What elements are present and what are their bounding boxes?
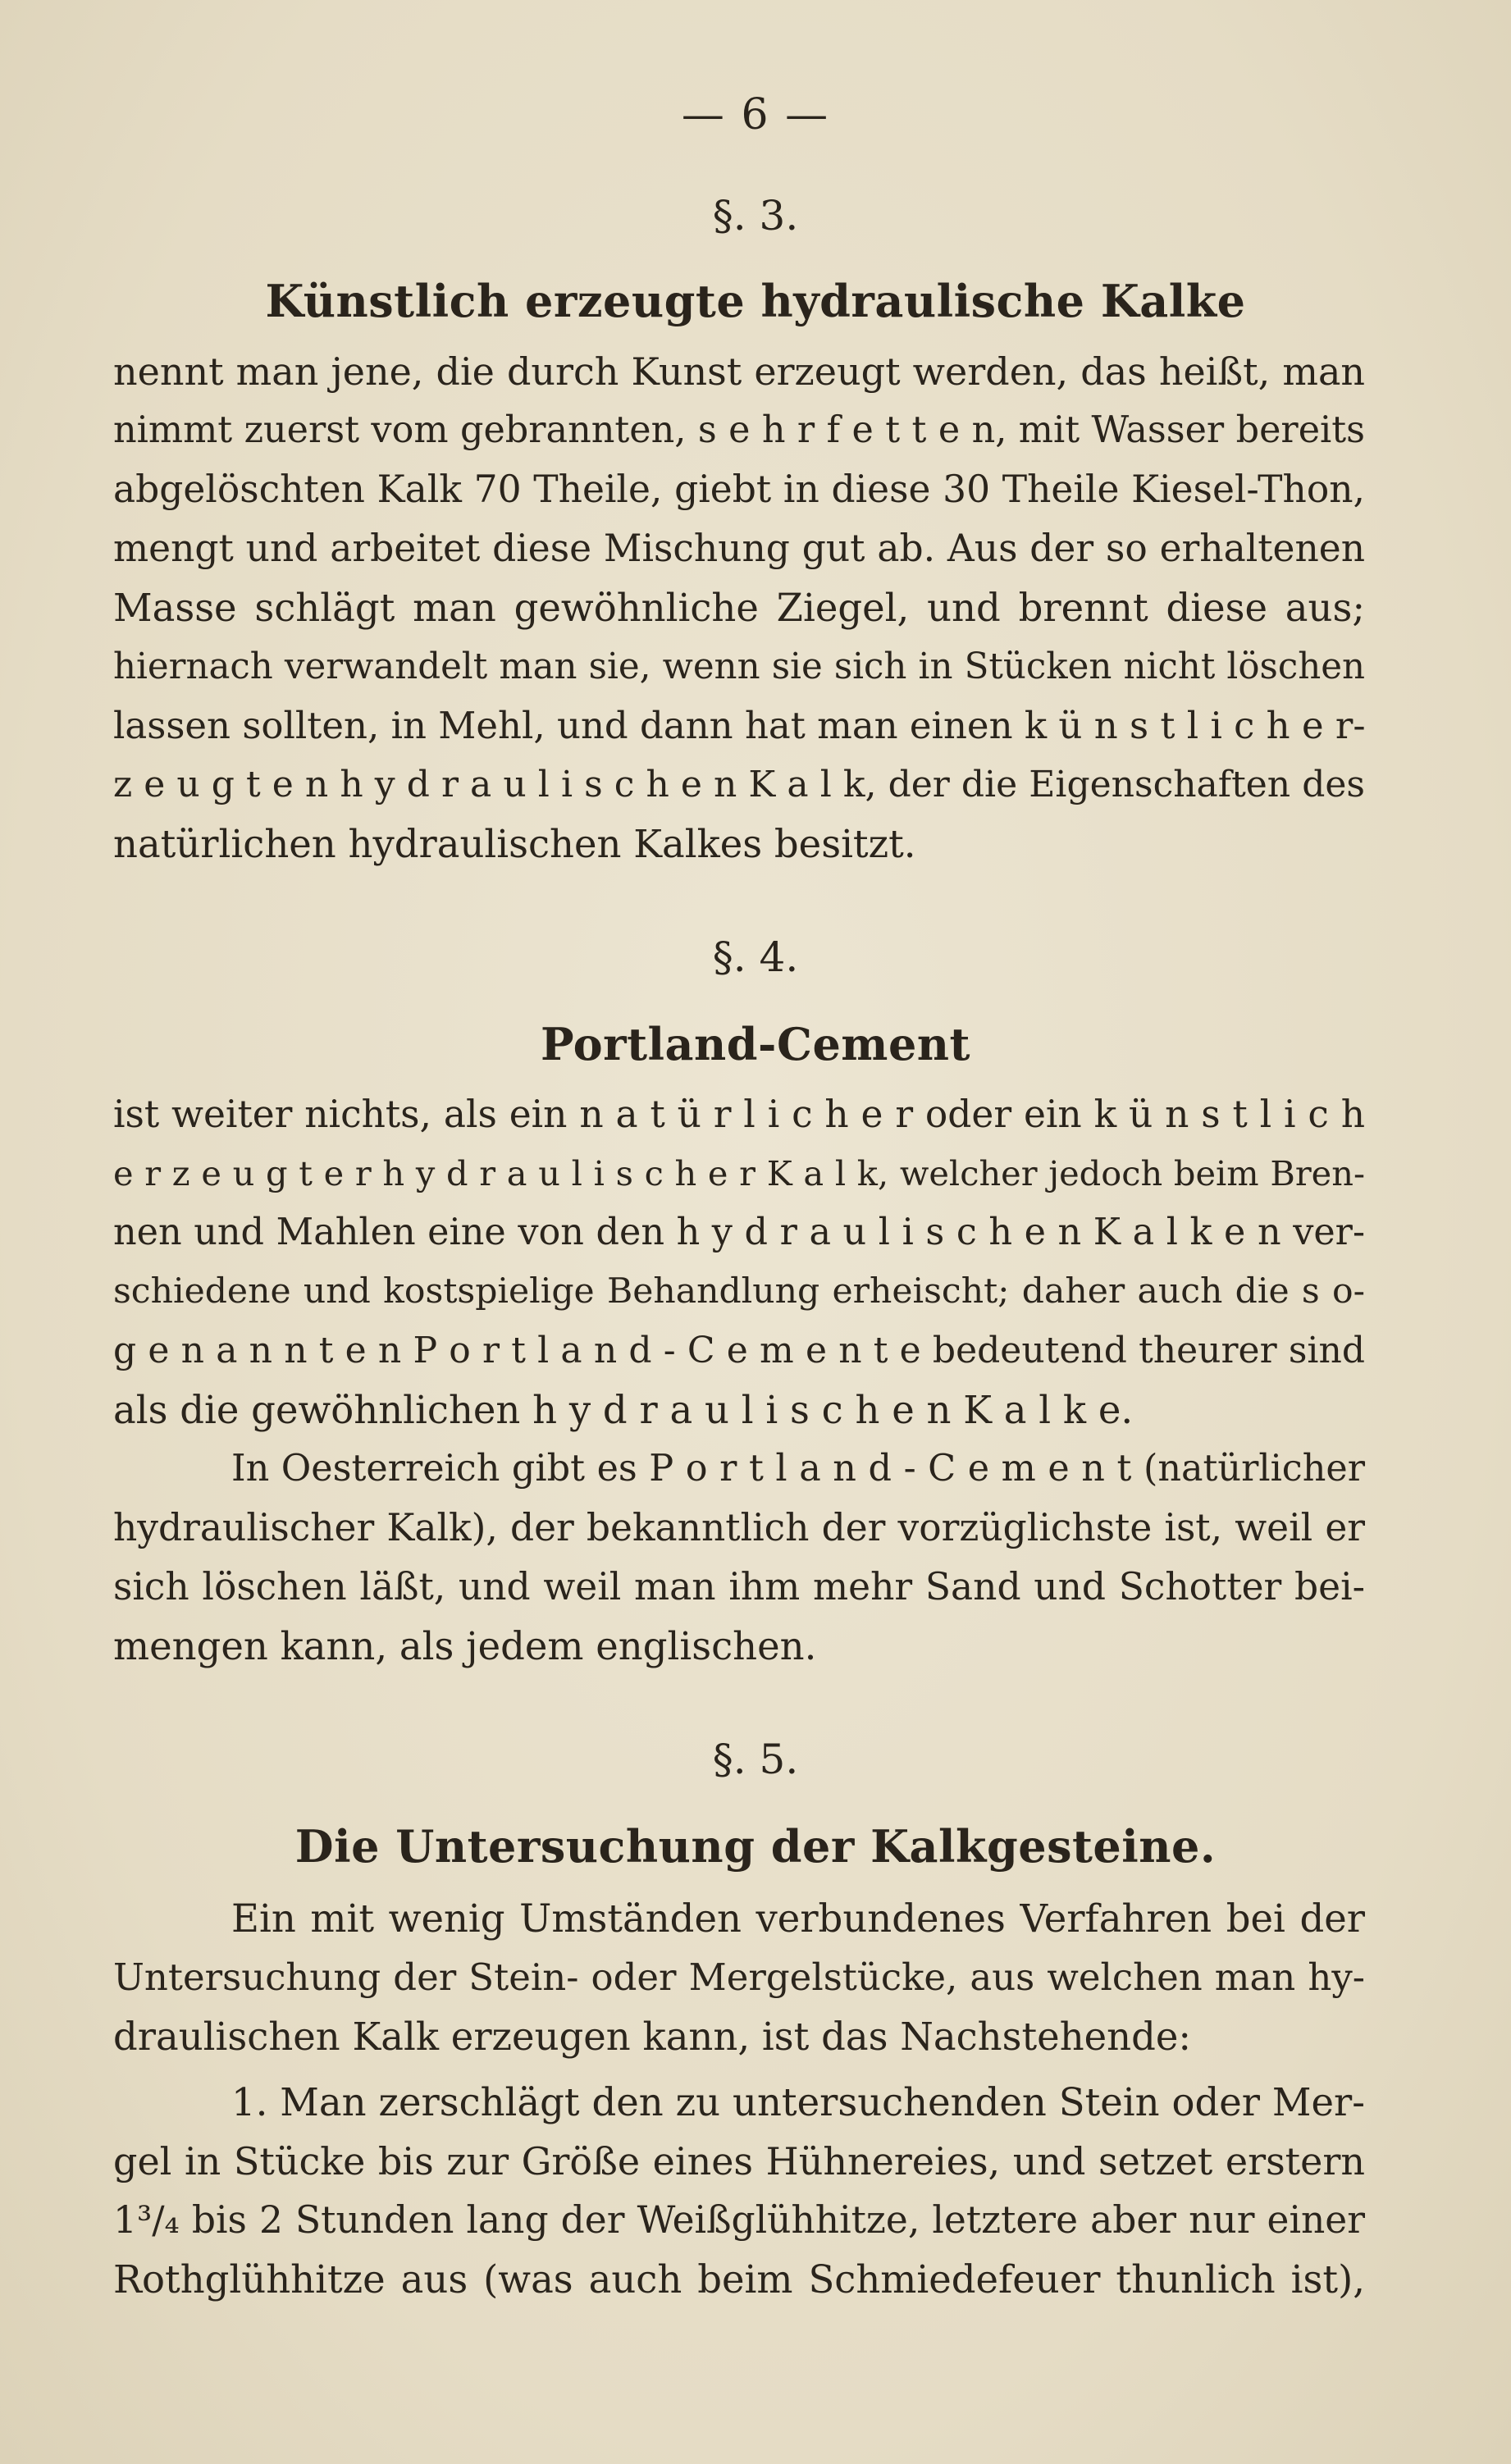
section-5-heading: Die Untersuchung der Kalkgesteine. [294, 1820, 1217, 1873]
section-5-mark: §. 5. [712, 1736, 799, 1783]
text-line: g e n a n n t e n P o r t l a n d - C e m e n t e bedeutend theurer sind [113, 1330, 1365, 1371]
text-line: Ein mit wenig Umständen verbundenes Verfahren bei der [231, 1896, 1365, 1941]
text-line: mengt und arbeitet diese Mischung gut ab. Aus der so erhaltenen [113, 527, 1365, 570]
section-3-mark: §. 3. [712, 192, 799, 240]
text-line: mengen kann, als jedem englischen. [113, 1624, 817, 1668]
text-line: nen und Mahlen eine von den h y d r a u l i s c h e n K a l k e n ver- [113, 1211, 1365, 1253]
text-line: schiedene und kostspielige Behandlung erheischt; daher auch die s o- [113, 1271, 1365, 1312]
text-line: abgelöschten Kalk 70 Theile, giebt in diese 30 Theile Kiesel-Thon, [113, 468, 1365, 511]
text-line: 1³/₄ bis 2 Stunden lang der Weißglühhitze, letztere aber nur einer [113, 2198, 1365, 2242]
text-line: e r z e u g t e r h y d r a u l i s c h e r K a l k, welcher jedoch beim Bren- [113, 1153, 1365, 1193]
text-line: natürlichen hydraulischen Kalkes besitzt. [113, 822, 916, 866]
text-line: sich löschen läßt, und weil man ihm mehr Sand und Schotter bei- [113, 1565, 1365, 1608]
text-line: draulischen Kalk erzeugen kann, ist das Nachstehende: [113, 2015, 1192, 2059]
text-line: hiernach verwandelt man sie, wenn sie sich in Stücken nicht löschen [113, 646, 1365, 687]
section-4-heading: Portland-Cement [540, 1018, 971, 1070]
text-line: Masse schlägt man gewöhnliche Ziegel, und brennt diese aus; [113, 586, 1365, 630]
text-line: Untersuchung der Stein- oder Mergelstücke, aus welchen man hy- [113, 1955, 1365, 1999]
page-number: — 6 — [681, 90, 830, 139]
section-3-heading: Künstlich erzeugte hydraulische Kalke [265, 275, 1246, 327]
text-line: 1. Man zerschlägt den zu untersuchenden Stein oder Mer- [231, 2080, 1365, 2124]
text-line: nimmt zuerst vom gebrannten, s e h r f e t t e n, mit Wasser bereits [113, 409, 1365, 451]
text-line: z e u g t e n h y d r a u l i s c h e n K a l k, der die Eigenschaften des [113, 764, 1365, 805]
section-4-mark: §. 4. [712, 933, 799, 981]
text-line: hydraulischer Kalk), der bekanntlich der vorzüglichste ist, weil er [113, 1506, 1365, 1549]
text-line: Rothglühhitze aus (was auch beim Schmiedefeuer thunlich ist), [113, 2257, 1365, 2302]
text-line: ist weiter nichts, als ein n a t ü r l i c h e r oder ein k ü n s t l i c h [113, 1093, 1365, 1136]
text-line: lassen sollten, in Mehl, und dann hat man einen k ü n s t l i c h e r- [113, 704, 1366, 747]
text-line: als die gewöhnlichen h y d r a u l i s c h e n K a l k e. [113, 1388, 1134, 1432]
text-line: In Oesterreich gibt es P o r t l a n d - C e m e n t (natürlicher [231, 1448, 1365, 1490]
text-line: nennt man jene, die durch Kunst erzeugt werden, das heißt, man [113, 349, 1365, 394]
text-line: gel in Stücke bis zur Größe eines Hühnereies, und setzet erstern [113, 2139, 1365, 2183]
